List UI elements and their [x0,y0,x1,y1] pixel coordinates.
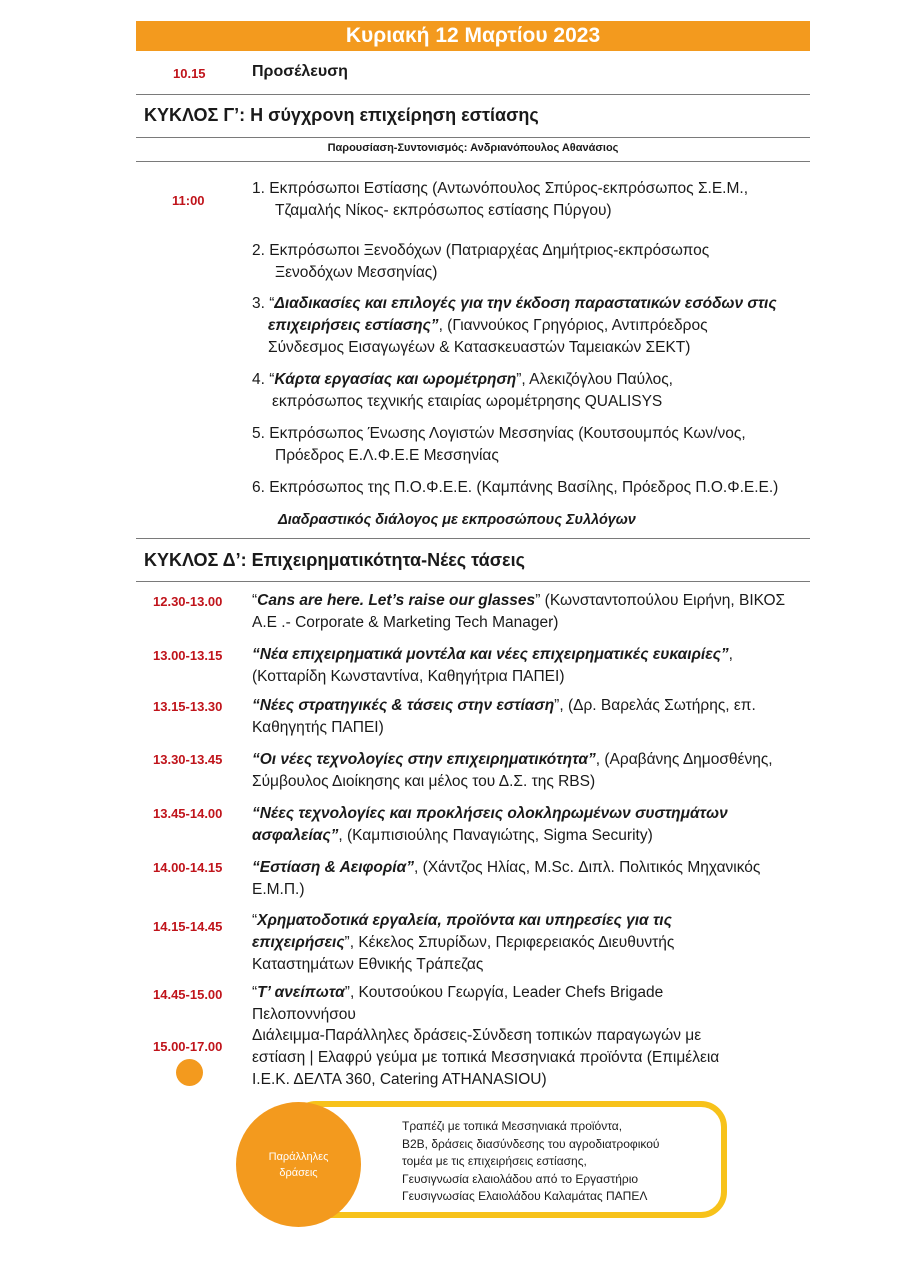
session-detail: Ι.Ε.Κ. ΔΕΛΤΑ 360, Catering ATHANASIOU) [252,1071,547,1088]
session-title: “Εστίαση & Αειφορία” [252,859,414,876]
session-detail: Πελοποννήσου [252,1006,356,1023]
divider [136,538,810,539]
item-detail: ”, Αλεκιζόγλου Παύλος, [516,371,673,388]
item-line: Τζαμαλής Νίκος- εκπρόσωπος εστίασης Πύργου) [275,202,612,219]
session-prefix: “ [252,912,258,929]
session-entry [252,644,812,688]
cycle-c-presenter: Παρουσίαση-Συντονισμός: Ανδριανόπουλος Αθανάσιος [327,142,619,154]
item-line: 5. Εκπρόσωπος Ένωσης Λογιστών Μεσσηνίας (Κουτσουμπός Κων/νος, [252,425,746,442]
cycle-c-time: 11:00 [172,193,205,208]
item-line: 1. Εκπρόσωποι Εστίασης (Αντωνόπουλος Σπύρος-εκπρόσωπος Σ.Ε.Μ., [252,180,748,197]
list-item [252,369,812,413]
item-prefix: 3. “ [252,295,275,312]
session-entry [252,590,812,634]
session-title: Χρηματοδοτικά εργαλεία, προϊόντα και υπηρεσίες για τις [257,912,672,929]
session-time: 14.00-14.15 [153,860,223,875]
box-line: Γευσιγνωσία ελαιολάδου από το Εργαστήριο [402,1171,639,1186]
session-time: 14.15-14.45 [153,919,223,934]
parallel-actions-circle [236,1102,361,1227]
session-title: Τ’ ανείπωτα [257,984,345,1001]
cycle-d-title: ΚΥΚΛΟΣ Δ’: Επιχειρηματικότητα-Νέες τάσεις [144,550,525,570]
item-title: Διαδικασίες και επιλογές για την έκδοση παραστατικών εσόδων στις [274,295,777,312]
session-detail: , (Χάντζος Ηλίας, M.Sc. Διπλ. Πολιτικός Μηχανικός [413,859,761,876]
divider [136,161,810,162]
session-time: 13.15-13.30 [153,699,223,714]
orange-dot-icon [176,1059,203,1086]
session-prefix: “ [252,592,258,609]
session-time: 15.00-17.00 [153,1039,223,1054]
circle-label: δράσεις [279,1166,318,1179]
divider [136,581,810,582]
session-detail: , [728,646,733,663]
session-time: 13.30-13.45 [153,752,223,767]
list-item [252,293,812,359]
session-entry [252,695,812,739]
session-detail: Ε.Μ.Π.) [252,881,305,898]
parallel-actions-text [402,1118,717,1206]
session-detail: Σύμβουλος Διοίκησης και μέλος του Δ.Σ. της RBS) [252,773,596,790]
session-entry [252,749,812,793]
session-title: “Οι νέες τεχνολογίες στην επιχειρηματικότητα” [252,751,596,768]
box-line: Γευσιγνωσίας Ελαιολάδου Καλαμάτας ΠΑΠΕΛ [402,1189,648,1203]
session-entry [252,1025,812,1091]
session-entry [252,803,812,847]
item-title: Κάρτα εργασίας και ωρομέτρηση [274,371,517,388]
cycle-c-title: ΚΥΚΛΟΣ Γ’: Η σύγχρονη επιχείρηση εστίασης [144,105,539,125]
session-detail: Α.Ε .- Corporate & Marketing Tech Manager) [252,614,559,631]
item-line: Πρόεδρος Ε.Λ.Φ.Ε.Ε Μεσσηνίας [275,447,499,464]
day-banner [136,21,810,51]
list-item [252,178,812,222]
item-line: Ξενοδόχων Μεσσηνίας) [275,264,438,281]
session-title: ασφαλείας” [252,827,339,844]
session-detail: Διάλειμμα-Παράλληλες δράσεις-Σύνδεση τοπικών παραγωγών με [252,1027,702,1044]
session-title: επιχειρήσεις [252,934,345,951]
session-detail: (Κοτταρίδη Κωνσταντίνα, Καθηγήτρια ΠΑΠΕΙ) [252,668,565,685]
arrival-time: 10.15 [173,66,206,81]
dialogue-note: Διαδραστικός διάλογος με εκπροσώπους Συλλόγων [278,512,636,528]
list-item [252,423,812,467]
session-title: Cans are here. Let’s raise our glasses [257,592,536,609]
session-detail: Καταστημάτων Εθνικής Τράπεζας [252,956,484,973]
session-entry [252,910,812,976]
session-title: “Νέες τεχνολογίες και προκλήσεις ολοκληρωμένων συστημάτων [252,805,728,822]
session-time: 13.00-13.15 [153,648,223,663]
session-detail: , (Αραβάνης Δημοσθένης, [595,751,773,768]
item-line: 2. Εκπρόσωποι Ξενοδόχων (Πατριαρχέας Δημήτριος-εκπρόσωπος [252,242,710,259]
session-entry [252,982,812,1026]
item-detail: Σύνδεσμος Εισαγωγέων & Κατασκευαστών Ταμειακών ΣΕΚΤ) [268,339,691,356]
day-title: Κυριακή 12 Μαρτίου 2023 [345,24,601,47]
session-detail: ”, Κουτσούκου Γεωργία, Leader Chefs Brigade [344,984,664,1001]
item-detail: , (Γιαννούκος Γρηγόριος, Αντιπρόεδρος [438,317,708,334]
session-detail: ”, (Δρ. Βαρελάς Σωτήρης, επ. [554,697,756,714]
session-detail: Καθηγητής ΠΑΠΕΙ) [252,719,384,736]
box-line: B2B, δράσεις διασύνδεσης του αγροδιατροφικού [402,1136,660,1151]
session-title: “Νέα επιχειρηματικά μοντέλα και νέες επιχειρηματικές ευκαιρίες” [252,646,729,663]
item-line: 6. Εκπρόσωπος της Π.Ο.Φ.Ε.Ε. (Καμπάνης Βασίλης, Πρόεδρος Π.Ο.Φ.Ε.Ε.) [252,479,779,496]
session-time: 14.45-15.00 [153,987,223,1002]
item-prefix: 4. “ [252,371,275,388]
session-detail: ” (Κωνσταντοπούλου Ειρήνη, ΒΙΚΟΣ [535,592,786,609]
session-entry [252,857,812,901]
session-prefix: “ [252,984,258,1001]
session-detail: εστίαση | Ελαφρύ γεύμα με τοπικά Μεσσηνιακά προϊόντα (Επιμέλεια [252,1049,720,1066]
session-detail: , (Καμπισιούλης Παναγιώτης, Sigma Security) [338,827,653,844]
box-line: τομέα με τις επιχειρήσεις εστίασης, [402,1154,587,1168]
box-line: Τραπέζι με τοπικά Μεσσηνιακά προϊόντα, [402,1119,623,1133]
session-title: “Νέες στρατηγικές & τάσεις στην εστίαση [252,697,555,714]
list-item [252,240,812,284]
circle-label: Παράλληλες [268,1150,329,1163]
session-time: 12.30-13.00 [153,594,223,609]
session-detail: ”, Κέκελος Σπυρίδων, Περιφερειακός Διευθυντής [344,934,675,951]
item-detail: εκπρόσωπος τεχνικής εταιρίας ωρομέτρησης QUALISYS [272,393,663,410]
arrival-label: Προσέλευση [252,63,348,80]
divider [136,137,810,138]
list-item [252,477,812,499]
session-time: 13.45-14.00 [153,806,223,821]
divider [136,94,810,95]
item-title: επιχειρήσεις εστίασης” [268,317,439,334]
